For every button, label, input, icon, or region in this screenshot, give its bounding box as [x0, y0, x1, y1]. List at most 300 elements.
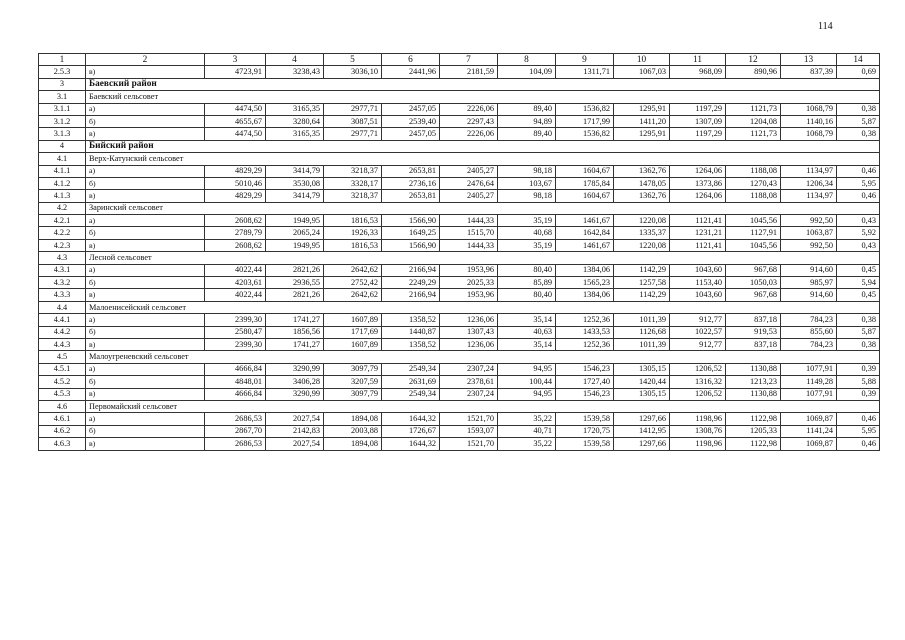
value-cell: 1478,05 — [614, 177, 670, 189]
value-cell: 1521,70 — [440, 413, 498, 425]
value-cell: 967,68 — [726, 289, 781, 301]
row-code: 4.2.1 — [39, 215, 86, 227]
row-variant: в) — [86, 338, 205, 350]
row-code: 4.1.3 — [39, 190, 86, 202]
value-cell: 1121,41 — [670, 215, 726, 227]
row-code: 4.4 — [39, 301, 86, 313]
row-variant: б) — [86, 376, 205, 388]
table-row — [39, 215, 880, 227]
value-cell: 4022,44 — [205, 264, 266, 276]
value-cell: 1206,34 — [781, 177, 837, 189]
value-cell: 0,46 — [837, 165, 880, 177]
value-cell: 0,45 — [837, 264, 880, 276]
row-code: 4 — [39, 140, 86, 152]
value-cell: 1362,76 — [614, 190, 670, 202]
value-cell: 2653,81 — [382, 190, 440, 202]
row-code: 2.5.3 — [39, 66, 86, 78]
value-cell: 1644,32 — [382, 438, 440, 450]
value-cell: 2580,47 — [205, 326, 266, 338]
value-cell: 1236,06 — [440, 314, 498, 326]
value-cell: 5,88 — [837, 376, 880, 388]
value-cell: 1068,79 — [781, 103, 837, 115]
value-cell: 912,77 — [670, 338, 726, 350]
value-cell: 1068,79 — [781, 128, 837, 140]
value-cell: 2631,69 — [382, 376, 440, 388]
value-cell: 5010,46 — [205, 177, 266, 189]
value-cell: 1444,33 — [440, 215, 498, 227]
value-cell: 1220,08 — [614, 239, 670, 251]
row-variant: а) — [86, 165, 205, 177]
value-cell: 1213,23 — [726, 376, 781, 388]
value-cell: 1741,27 — [266, 314, 324, 326]
column-header: 11 — [670, 54, 726, 66]
value-cell: 100,44 — [498, 376, 556, 388]
value-cell: 1122,98 — [726, 413, 781, 425]
value-cell: 1717,99 — [556, 115, 614, 127]
value-cell: 1153,40 — [670, 277, 726, 289]
column-header: 6 — [382, 54, 440, 66]
table-row — [39, 66, 880, 78]
value-cell: 1515,70 — [440, 227, 498, 239]
value-cell: 0,38 — [837, 314, 880, 326]
row-variant: а) — [86, 215, 205, 227]
value-cell: 94,95 — [498, 388, 556, 400]
value-cell: 1926,33 — [324, 227, 382, 239]
value-cell: 968,09 — [670, 66, 726, 78]
row-variant: б) — [86, 115, 205, 127]
value-cell: 3165,35 — [266, 128, 324, 140]
row-variant: в) — [86, 66, 205, 78]
value-cell: 2405,27 — [440, 190, 498, 202]
value-cell: 40,63 — [498, 326, 556, 338]
value-cell: 80,40 — [498, 264, 556, 276]
value-cell: 2549,34 — [382, 363, 440, 375]
council-title: Заринский сельсовет — [86, 202, 880, 214]
value-cell: 1050,03 — [726, 277, 781, 289]
value-cell: 1649,25 — [382, 227, 440, 239]
value-cell: 1433,53 — [556, 326, 614, 338]
value-cell: 1121,41 — [670, 239, 726, 251]
value-cell: 1305,15 — [614, 388, 670, 400]
table-row — [39, 376, 880, 388]
row-code: 4.4.2 — [39, 326, 86, 338]
value-cell: 1565,23 — [556, 277, 614, 289]
council-title: Баевский сельсовет — [86, 91, 880, 103]
value-cell: 1264,06 — [670, 190, 726, 202]
row-variant: а) — [86, 314, 205, 326]
table-row — [39, 338, 880, 350]
row-variant: в) — [86, 289, 205, 301]
value-cell: 2653,81 — [382, 165, 440, 177]
council-heading-row — [39, 91, 880, 103]
value-cell: 1270,43 — [726, 177, 781, 189]
value-cell: 89,40 — [498, 103, 556, 115]
row-variant: в) — [86, 438, 205, 450]
value-cell: 1149,28 — [781, 376, 837, 388]
page-number: 114 — [818, 21, 833, 32]
row-code: 4.1.2 — [39, 177, 86, 189]
value-cell: 3290,99 — [266, 363, 324, 375]
value-cell: 35,19 — [498, 239, 556, 251]
row-code: 4.1 — [39, 153, 86, 165]
row-code: 4.4.1 — [39, 314, 86, 326]
value-cell: 1816,53 — [324, 239, 382, 251]
value-cell: 1539,58 — [556, 438, 614, 450]
value-cell: 2166,94 — [382, 264, 440, 276]
table-row — [39, 190, 880, 202]
value-cell: 4666,84 — [205, 388, 266, 400]
value-cell: 1257,58 — [614, 277, 670, 289]
value-cell: 2936,55 — [266, 277, 324, 289]
value-cell: 1197,29 — [670, 128, 726, 140]
value-cell: 2977,71 — [324, 103, 382, 115]
value-cell: 1420,44 — [614, 376, 670, 388]
value-cell: 5,95 — [837, 177, 880, 189]
row-variant: б) — [86, 227, 205, 239]
value-cell: 2686,53 — [205, 438, 266, 450]
district-heading-row — [39, 78, 880, 90]
column-header: 13 — [781, 54, 837, 66]
value-cell: 1069,87 — [781, 438, 837, 450]
row-code: 4.6.3 — [39, 438, 86, 450]
value-cell: 1198,96 — [670, 413, 726, 425]
value-cell: 1461,67 — [556, 239, 614, 251]
row-code: 4.2.2 — [39, 227, 86, 239]
value-cell: 1785,84 — [556, 177, 614, 189]
value-cell: 1358,52 — [382, 314, 440, 326]
value-cell: 912,77 — [670, 314, 726, 326]
value-cell: 2003,88 — [324, 425, 382, 437]
value-cell: 89,40 — [498, 128, 556, 140]
value-cell: 784,23 — [781, 338, 837, 350]
council-title: Малоугреневский сельсовет — [86, 351, 880, 363]
value-cell: 1204,08 — [726, 115, 781, 127]
column-header: 8 — [498, 54, 556, 66]
value-cell: 1384,06 — [556, 289, 614, 301]
value-cell: 4655,67 — [205, 115, 266, 127]
value-cell: 1220,08 — [614, 215, 670, 227]
value-cell: 1043,60 — [670, 289, 726, 301]
value-cell: 3036,10 — [324, 66, 382, 78]
row-variant: б) — [86, 326, 205, 338]
value-cell: 1011,39 — [614, 314, 670, 326]
value-cell: 0,38 — [837, 103, 880, 115]
value-cell: 1205,33 — [726, 425, 781, 437]
value-cell: 0,38 — [837, 128, 880, 140]
row-code: 4.5.1 — [39, 363, 86, 375]
row-code: 4.3.1 — [39, 264, 86, 276]
row-code: 4.3.3 — [39, 289, 86, 301]
value-cell: 2441,96 — [382, 66, 440, 78]
value-cell: 914,60 — [781, 289, 837, 301]
value-cell: 0,45 — [837, 289, 880, 301]
value-cell: 1045,56 — [726, 239, 781, 251]
row-variant: в) — [86, 239, 205, 251]
value-cell: 1362,76 — [614, 165, 670, 177]
value-cell: 1140,16 — [781, 115, 837, 127]
value-cell: 784,23 — [781, 314, 837, 326]
value-cell: 1231,21 — [670, 227, 726, 239]
value-cell: 1607,89 — [324, 314, 382, 326]
table-row — [39, 438, 880, 450]
row-code: 3.1 — [39, 91, 86, 103]
value-cell: 1308,76 — [670, 425, 726, 437]
council-heading-row — [39, 351, 880, 363]
value-cell: 2307,24 — [440, 388, 498, 400]
value-cell: 890,96 — [726, 66, 781, 78]
value-cell: 2642,62 — [324, 289, 382, 301]
value-cell: 2181,59 — [440, 66, 498, 78]
value-cell: 3238,43 — [266, 66, 324, 78]
value-cell: 2405,27 — [440, 165, 498, 177]
value-cell: 1949,95 — [266, 239, 324, 251]
column-number-row — [39, 54, 880, 66]
row-code: 4.1.1 — [39, 165, 86, 177]
table-row — [39, 388, 880, 400]
row-code: 4.6.2 — [39, 425, 86, 437]
value-cell: 3218,37 — [324, 165, 382, 177]
value-cell: 1642,84 — [556, 227, 614, 239]
value-cell: 0,39 — [837, 388, 880, 400]
value-cell: 98,18 — [498, 165, 556, 177]
value-cell: 4666,84 — [205, 363, 266, 375]
value-cell: 1198,96 — [670, 438, 726, 450]
value-cell: 2539,40 — [382, 115, 440, 127]
value-cell: 1305,15 — [614, 363, 670, 375]
value-cell: 837,18 — [726, 338, 781, 350]
value-cell: 1022,57 — [670, 326, 726, 338]
council-title: Верх-Катунский сельсовет — [86, 153, 880, 165]
row-variant: в) — [86, 388, 205, 400]
column-header: 14 — [837, 54, 880, 66]
value-cell: 0,46 — [837, 413, 880, 425]
value-cell: 1461,67 — [556, 215, 614, 227]
value-cell: 1134,97 — [781, 190, 837, 202]
value-cell: 0,46 — [837, 190, 880, 202]
row-code: 4.5.2 — [39, 376, 86, 388]
value-cell: 1011,39 — [614, 338, 670, 350]
value-cell: 98,18 — [498, 190, 556, 202]
row-variant: в) — [86, 190, 205, 202]
value-cell: 4829,29 — [205, 190, 266, 202]
value-cell: 1412,95 — [614, 425, 670, 437]
value-cell: 2399,30 — [205, 314, 266, 326]
council-heading-row — [39, 202, 880, 214]
value-cell: 1316,32 — [670, 376, 726, 388]
value-cell: 4474,50 — [205, 103, 266, 115]
value-cell: 992,50 — [781, 215, 837, 227]
value-cell: 5,87 — [837, 326, 880, 338]
value-cell: 919,53 — [726, 326, 781, 338]
value-cell: 2867,70 — [205, 425, 266, 437]
value-cell: 2027,54 — [266, 413, 324, 425]
table-row — [39, 128, 880, 140]
value-cell: 1607,89 — [324, 338, 382, 350]
value-cell: 1077,91 — [781, 388, 837, 400]
value-cell: 1197,29 — [670, 103, 726, 115]
value-cell: 1142,29 — [614, 289, 670, 301]
value-cell: 2821,26 — [266, 289, 324, 301]
value-cell: 1741,27 — [266, 338, 324, 350]
column-header: 5 — [324, 54, 382, 66]
value-cell: 2226,06 — [440, 103, 498, 115]
value-cell: 3097,79 — [324, 388, 382, 400]
value-cell: 94,95 — [498, 363, 556, 375]
value-cell: 2821,26 — [266, 264, 324, 276]
value-cell: 1949,95 — [266, 215, 324, 227]
value-cell: 1536,82 — [556, 103, 614, 115]
value-cell: 855,60 — [781, 326, 837, 338]
value-cell: 35,14 — [498, 314, 556, 326]
value-cell: 1126,68 — [614, 326, 670, 338]
value-cell: 104,09 — [498, 66, 556, 78]
value-cell: 3414,79 — [266, 165, 324, 177]
value-cell: 1604,67 — [556, 165, 614, 177]
column-header: 3 — [205, 54, 266, 66]
value-cell: 1295,91 — [614, 103, 670, 115]
value-cell: 2027,54 — [266, 438, 324, 450]
value-cell: 1295,91 — [614, 128, 670, 140]
value-cell: 1604,67 — [556, 190, 614, 202]
row-variant: б) — [86, 277, 205, 289]
value-cell: 1521,70 — [440, 438, 498, 450]
value-cell: 85,89 — [498, 277, 556, 289]
district-heading-row — [39, 140, 880, 152]
value-cell: 3328,17 — [324, 177, 382, 189]
table-row — [39, 103, 880, 115]
row-code: 4.3.2 — [39, 277, 86, 289]
value-cell: 837,39 — [781, 66, 837, 78]
table-row — [39, 363, 880, 375]
district-title: Баевский район — [86, 78, 880, 90]
value-cell: 1444,33 — [440, 239, 498, 251]
council-title: Лесной сельсовет — [86, 252, 880, 264]
value-cell: 1297,66 — [614, 438, 670, 450]
value-cell: 1264,06 — [670, 165, 726, 177]
row-code: 4.3 — [39, 252, 86, 264]
value-cell: 2736,16 — [382, 177, 440, 189]
value-cell: 2549,34 — [382, 388, 440, 400]
row-variant: в) — [86, 128, 205, 140]
value-cell: 1856,56 — [266, 326, 324, 338]
value-cell: 1953,96 — [440, 289, 498, 301]
value-cell: 1953,96 — [440, 264, 498, 276]
value-cell: 1142,29 — [614, 264, 670, 276]
value-cell: 3218,37 — [324, 190, 382, 202]
value-cell: 1566,90 — [382, 215, 440, 227]
row-code: 3.1.3 — [39, 128, 86, 140]
value-cell: 3414,79 — [266, 190, 324, 202]
value-cell: 1121,73 — [726, 128, 781, 140]
value-cell: 35,19 — [498, 215, 556, 227]
value-cell: 1130,88 — [726, 388, 781, 400]
row-code: 4.6.1 — [39, 413, 86, 425]
value-cell: 0,43 — [837, 215, 880, 227]
value-cell: 992,50 — [781, 239, 837, 251]
row-variant: а) — [86, 413, 205, 425]
value-cell: 3406,28 — [266, 376, 324, 388]
table-row — [39, 115, 880, 127]
table-body — [39, 54, 880, 451]
value-cell: 2457,05 — [382, 128, 440, 140]
value-cell: 2476,64 — [440, 177, 498, 189]
table-row — [39, 264, 880, 276]
council-heading-row — [39, 400, 880, 412]
value-cell: 40,68 — [498, 227, 556, 239]
column-header: 10 — [614, 54, 670, 66]
value-cell: 35,14 — [498, 338, 556, 350]
value-cell: 1121,73 — [726, 103, 781, 115]
value-cell: 4829,29 — [205, 165, 266, 177]
row-variant: б) — [86, 425, 205, 437]
council-heading-row — [39, 301, 880, 313]
row-code: 4.5.3 — [39, 388, 86, 400]
value-cell: 1720,75 — [556, 425, 614, 437]
value-cell: 5,87 — [837, 115, 880, 127]
value-cell: 1077,91 — [781, 363, 837, 375]
value-cell: 1127,91 — [726, 227, 781, 239]
value-cell: 1067,03 — [614, 66, 670, 78]
value-cell: 35,22 — [498, 438, 556, 450]
table-row — [39, 326, 880, 338]
value-cell: 1726,67 — [382, 425, 440, 437]
value-cell: 3087,51 — [324, 115, 382, 127]
value-cell: 0,69 — [837, 66, 880, 78]
value-cell: 2226,06 — [440, 128, 498, 140]
value-cell: 2608,62 — [205, 215, 266, 227]
value-cell: 1440,87 — [382, 326, 440, 338]
value-cell: 1373,86 — [670, 177, 726, 189]
row-code: 3 — [39, 78, 86, 90]
value-cell: 5,92 — [837, 227, 880, 239]
value-cell: 1069,87 — [781, 413, 837, 425]
value-cell: 2025,33 — [440, 277, 498, 289]
value-cell: 1311,71 — [556, 66, 614, 78]
value-cell: 1566,90 — [382, 239, 440, 251]
value-cell: 1307,09 — [670, 115, 726, 127]
district-title: Бийский район — [86, 140, 880, 152]
value-cell: 1546,23 — [556, 363, 614, 375]
value-cell: 1411,20 — [614, 115, 670, 127]
value-cell: 5,95 — [837, 425, 880, 437]
value-cell: 1717,69 — [324, 326, 382, 338]
value-cell: 2142,83 — [266, 425, 324, 437]
value-cell: 1063,87 — [781, 227, 837, 239]
value-cell: 2378,61 — [440, 376, 498, 388]
value-cell: 3530,08 — [266, 177, 324, 189]
table-row — [39, 177, 880, 189]
council-title: Первомайский сельсовет — [86, 400, 880, 412]
value-cell: 80,40 — [498, 289, 556, 301]
value-cell: 1297,66 — [614, 413, 670, 425]
value-cell: 94,89 — [498, 115, 556, 127]
value-cell: 2307,24 — [440, 363, 498, 375]
value-cell: 1130,88 — [726, 363, 781, 375]
value-cell: 1727,40 — [556, 376, 614, 388]
value-cell: 0,39 — [837, 363, 880, 375]
row-variant: б) — [86, 177, 205, 189]
value-cell: 1045,56 — [726, 215, 781, 227]
value-cell: 40,71 — [498, 425, 556, 437]
value-cell: 1307,43 — [440, 326, 498, 338]
value-cell: 2166,94 — [382, 289, 440, 301]
value-cell: 3097,79 — [324, 363, 382, 375]
value-cell: 1335,37 — [614, 227, 670, 239]
value-cell: 1358,52 — [382, 338, 440, 350]
column-header: 1 — [39, 54, 86, 66]
row-code: 4.2.3 — [39, 239, 86, 251]
row-variant: а) — [86, 103, 205, 115]
